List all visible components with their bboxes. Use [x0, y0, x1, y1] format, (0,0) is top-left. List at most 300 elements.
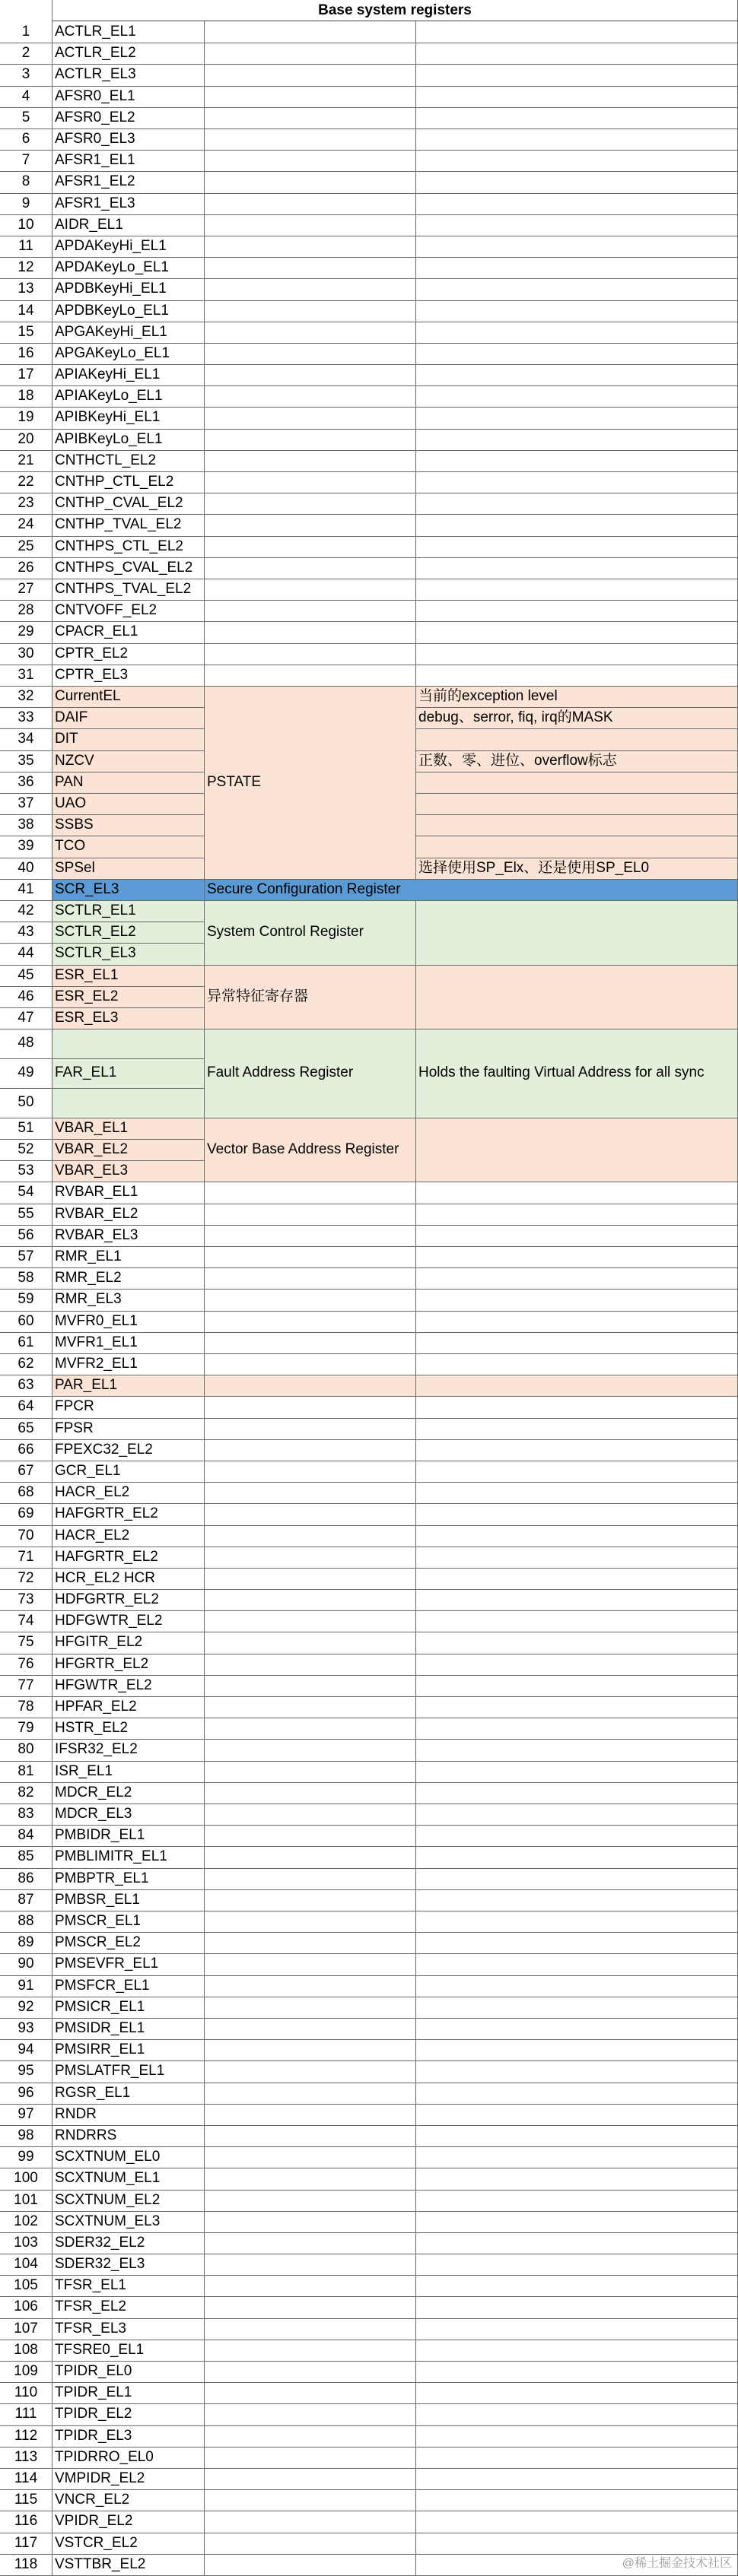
register-name: ACTLR_EL1: [55, 24, 136, 40]
row-number: 38: [17, 817, 34, 833]
row-number: 69: [17, 1505, 34, 1522]
register-name: HFGITR_EL2: [55, 1634, 143, 1651]
row-divider: [415, 793, 738, 794]
register-name: FPCR: [55, 1398, 94, 1415]
row-number: 19: [17, 409, 34, 426]
row-divider: [204, 2403, 738, 2404]
row-divider: [204, 536, 738, 537]
register-description: debug、serror, fiq, irq的MASK: [418, 709, 613, 726]
register-name: TFSR_EL2: [55, 2298, 126, 2315]
row-number: 52: [17, 1141, 34, 1158]
register-name: APGAKeyLo_EL1: [55, 344, 170, 361]
row-number: 36: [17, 773, 34, 790]
row-divider: [204, 107, 738, 108]
row-divider: [204, 1589, 738, 1590]
table-title: Base system registers: [52, 0, 738, 21]
row-divider: [204, 1396, 738, 1397]
row-number: 5: [21, 109, 30, 125]
group-label: PSTATE: [207, 774, 262, 790]
row-number: 86: [17, 1870, 34, 1886]
row-divider: [204, 471, 738, 472]
register-name: PMBPTR_EL1: [55, 1870, 149, 1886]
register-name: PMSCR_EL1: [55, 1912, 141, 1929]
row-number: 70: [17, 1527, 34, 1543]
row-number: 81: [17, 1762, 34, 1779]
row-number: 84: [17, 1827, 34, 1844]
register-name: ISR_EL1: [55, 1762, 113, 1779]
register-name: APDBKeyLo_EL1: [55, 302, 169, 319]
register-name: CNTHP_TVAL_EL2: [55, 516, 182, 533]
register-name: APIAKeyLo_EL1: [55, 388, 163, 404]
row-number: 11: [18, 237, 33, 254]
register-name: CPTR_EL3: [55, 666, 129, 683]
row-number: 13: [17, 281, 34, 297]
row-number: 60: [17, 1312, 34, 1329]
row-divider: [204, 300, 738, 301]
row-divider: [204, 2318, 738, 2319]
register-name: CNTHP_CVAL_EL2: [55, 495, 183, 512]
row-number: 62: [17, 1355, 34, 1372]
register-name: TPIDR_EL0: [55, 2363, 132, 2380]
row-number: 28: [17, 602, 34, 619]
row-number: 1: [21, 24, 30, 40]
register-name: SCXTNUM_EL1: [55, 2170, 161, 2187]
row-number: 117: [14, 2534, 38, 2551]
cell-fill: [204, 1375, 738, 1396]
row-number: 50: [17, 1093, 34, 1110]
row-divider: [204, 621, 738, 622]
cell-fill: [52, 1088, 204, 1118]
register-name: ESR_EL1: [55, 966, 119, 983]
row-divider: [204, 1610, 738, 1611]
column-divider: [204, 21, 205, 2575]
register-name: RNDR: [55, 2105, 97, 2122]
group-description: Holds the faulting Virtual Address for all sync: [418, 1064, 705, 1081]
row-number: 106: [14, 2298, 38, 2315]
row-number: 45: [17, 966, 34, 983]
row-divider: [204, 2382, 738, 2383]
register-name: APDBKeyHi_EL1: [55, 281, 167, 297]
register-name: SCTLR_EL3: [55, 945, 136, 962]
row-number: 56: [17, 1226, 34, 1243]
row-divider: [204, 2125, 738, 2126]
row-divider: [204, 1675, 738, 1676]
row-number: 31: [17, 666, 34, 683]
row-divider: [204, 1289, 738, 1290]
row-divider: [204, 1503, 738, 1504]
row-divider: [204, 1332, 738, 1333]
register-name: FAR_EL1: [55, 1064, 117, 1080]
row-divider: [204, 171, 738, 172]
register-name: AFSR0_EL3: [55, 130, 135, 147]
register-name: RVBAR_EL3: [55, 1226, 138, 1243]
register-name: ACTLR_EL3: [55, 66, 136, 83]
register-name: HFGRTR_EL2: [55, 1655, 149, 1672]
register-name: HACR_EL2: [55, 1484, 130, 1501]
row-number: 30: [17, 645, 34, 661]
row-divider: [204, 1525, 738, 1526]
row-number: 15: [17, 323, 34, 340]
row-divider: [204, 364, 738, 365]
row-divider: [204, 1889, 738, 1890]
register-name: HDFGWTR_EL2: [55, 1613, 163, 1629]
row-divider: [204, 343, 738, 344]
register-name: CNTHP_CTL_EL2: [55, 474, 174, 490]
row-divider: [204, 407, 738, 408]
row-number: 3: [21, 66, 30, 83]
row-number: 61: [17, 1334, 34, 1350]
column-divider: [415, 21, 416, 2575]
register-name: SPSel: [55, 859, 95, 876]
register-name: FPEXC32_EL2: [55, 1441, 153, 1458]
row-number: 21: [17, 452, 34, 468]
row-divider: [204, 1246, 738, 1247]
row-number: 39: [17, 838, 34, 855]
row-divider: [204, 2425, 738, 2426]
register-name: FPSR: [55, 1420, 94, 1436]
row-divider: [204, 86, 738, 87]
row-number: 115: [14, 2492, 38, 2508]
register-name: VSTCR_EL2: [55, 2534, 138, 2551]
row-number: 77: [17, 1677, 34, 1693]
row-number: 71: [17, 1548, 34, 1565]
register-name: ESR_EL2: [55, 988, 119, 1004]
register-name: RMR_EL1: [55, 1248, 122, 1264]
register-description: 选择使用SP_Elx、还是使用SP_EL0: [418, 859, 650, 876]
register-name: PMSICR_EL1: [55, 1998, 145, 2015]
group-label: Vector Base Address Register: [207, 1140, 399, 1157]
register-name: PMSEVFR_EL1: [55, 1956, 159, 1972]
row-divider: [204, 1439, 738, 1440]
row-number: 6: [21, 130, 30, 147]
row-number: 46: [17, 988, 34, 1004]
row-divider: [204, 278, 738, 279]
row-divider: [204, 1225, 738, 1226]
register-name: PAR_EL1: [55, 1377, 118, 1394]
row-number: 88: [17, 1912, 34, 1929]
row-divider: [204, 2361, 738, 2362]
register-name: TPIDRRO_EL0: [55, 2448, 154, 2465]
row-number: 100: [14, 2170, 38, 2187]
row-divider: [204, 514, 738, 515]
row-number: 24: [17, 516, 34, 533]
row-divider: [204, 1418, 738, 1419]
row-divider: [204, 2104, 738, 2105]
register-name: CurrentEL: [55, 688, 121, 704]
row-number: 80: [17, 1741, 34, 1758]
row-number: 102: [14, 2213, 38, 2229]
register-name: SCXTNUM_EL0: [55, 2149, 161, 2165]
register-name: PMSCR_EL2: [55, 1934, 141, 1951]
row-number: 22: [17, 474, 34, 490]
register-name: NZCV: [55, 752, 94, 769]
register-name: IFSR32_EL2: [55, 1741, 138, 1758]
register-name: AFSR1_EL1: [55, 152, 135, 169]
register-name: TFSR_EL1: [55, 2277, 126, 2294]
register-name: APIAKeyHi_EL1: [55, 366, 161, 383]
register-name: APIBKeyHi_EL1: [55, 409, 161, 426]
row-number: 37: [17, 795, 34, 811]
row-number: 2: [21, 45, 30, 62]
row-number: 111: [14, 2406, 37, 2422]
row-number: 89: [17, 1934, 34, 1951]
watermark: @稀土掘金技术社区: [622, 2557, 732, 2570]
register-name: PMBIDR_EL1: [55, 1827, 145, 1844]
row-number: 94: [17, 2041, 34, 2058]
row-number: 105: [14, 2277, 38, 2294]
register-name: VSTTBR_EL2: [55, 2555, 146, 2572]
register-name: CPACR_EL1: [55, 623, 138, 640]
row-number: 92: [17, 1998, 34, 2015]
row-number: 27: [17, 581, 34, 598]
register-name: SCR_EL3: [55, 880, 119, 897]
row-number: 65: [17, 1420, 34, 1436]
row-divider: [204, 1953, 738, 1954]
row-divider: [204, 450, 738, 451]
register-name: RNDRRS: [55, 2127, 117, 2143]
row-divider: [204, 2232, 738, 2233]
row-number: 43: [17, 924, 34, 941]
row-divider: [204, 429, 738, 430]
row-number: 95: [17, 2063, 34, 2080]
row-number: 12: [17, 259, 34, 276]
register-name: VBAR_EL2: [55, 1141, 129, 1158]
register-name: PMBLIMITR_EL1: [55, 1848, 167, 1865]
register-name: MVFR0_EL1: [55, 1312, 138, 1329]
row-divider: [415, 728, 738, 729]
row-number: 83: [17, 1806, 34, 1823]
register-name: VNCR_EL2: [55, 2492, 130, 2508]
register-name: HFGWTR_EL2: [55, 1677, 152, 1693]
register-name: SCXTNUM_EL2: [55, 2191, 161, 2208]
row-number: 54: [17, 1184, 34, 1201]
row-number: 41: [17, 880, 34, 897]
row-divider: [204, 1353, 738, 1354]
register-name: PMBSR_EL1: [55, 1891, 140, 1908]
register-name: MVFR1_EL1: [55, 1334, 138, 1350]
row-number: 35: [17, 752, 34, 769]
row-divider: [204, 1311, 738, 1312]
row-number: 114: [14, 2470, 38, 2487]
row-number: 118: [14, 2555, 38, 2572]
register-name: CNTHPS_CTL_EL2: [55, 538, 183, 554]
row-divider: [204, 193, 738, 194]
register-name: AFSR1_EL2: [55, 173, 135, 190]
register-name: SDER32_EL3: [55, 2256, 145, 2273]
row-divider: [204, 150, 738, 151]
row-divider: [204, 1868, 738, 1869]
row-number: 34: [17, 731, 34, 747]
register-name: TCO: [55, 838, 86, 855]
row-number: 55: [17, 1205, 34, 1222]
row-divider: [204, 214, 738, 215]
row-number: 33: [17, 709, 34, 726]
row-divider: [204, 1482, 738, 1483]
row-divider: [204, 600, 738, 601]
row-number: 49: [17, 1064, 34, 1080]
register-name: RVBAR_EL2: [55, 1205, 138, 1222]
row-number: 72: [17, 1569, 34, 1586]
register-name: CNTHCTL_EL2: [55, 452, 157, 468]
row-number: 91: [17, 1977, 34, 1994]
register-name: APDAKeyHi_EL1: [55, 237, 167, 254]
register-name: ACTLR_EL2: [55, 45, 136, 62]
row-divider: [204, 1846, 738, 1847]
row-number: 79: [17, 1720, 34, 1737]
register-name: SDER32_EL2: [55, 2234, 145, 2251]
register-name: PAN: [55, 773, 84, 790]
register-description: 当前的exception level: [418, 688, 558, 704]
register-name: ESR_EL3: [55, 1009, 119, 1026]
row-divider: [204, 1739, 738, 1740]
register-name: PMSLATFR_EL1: [55, 2063, 165, 2080]
group-label: 异常特征寄存器: [207, 988, 309, 1004]
register-name: HSTR_EL2: [55, 1720, 129, 1737]
row-number: 82: [17, 1784, 34, 1800]
row-number: 51: [17, 1119, 34, 1136]
register-name: HAFGRTR_EL2: [55, 1505, 158, 1522]
row-number: 113: [14, 2448, 38, 2465]
register-name: TPIDR_EL3: [55, 2427, 132, 2444]
register-name: PMSFCR_EL1: [55, 1977, 150, 1994]
row-number: 97: [17, 2105, 34, 2122]
register-name: RMR_EL2: [55, 1270, 122, 1286]
row-number: 68: [17, 1484, 34, 1501]
row-divider: [415, 814, 738, 815]
register-description: 正数、零、进位、overflow标志: [418, 752, 617, 769]
row-number: 4: [21, 87, 30, 104]
register-name: HPFAR_EL2: [55, 1699, 137, 1715]
row-divider: [204, 2211, 738, 2212]
row-number: 32: [17, 688, 34, 704]
cell-fill: [52, 1029, 204, 1058]
register-name: AFSR1_EL3: [55, 195, 135, 211]
row-divider: [204, 1975, 738, 1976]
row-divider: [204, 2060, 738, 2061]
register-name: MDCR_EL3: [55, 1806, 132, 1823]
row-divider: [204, 2190, 738, 2191]
row-number: 20: [17, 430, 34, 447]
register-name: AIDR_EL1: [55, 216, 123, 233]
row-number: 9: [21, 195, 30, 211]
row-number: 7: [21, 152, 30, 169]
register-name: TPIDR_EL2: [55, 2406, 132, 2422]
register-name: RGSR_EL1: [55, 2084, 131, 2101]
row-number: 16: [17, 344, 34, 361]
row-divider: [204, 2296, 738, 2297]
register-name: TPIDR_EL1: [55, 2384, 132, 2401]
row-number: 112: [14, 2427, 38, 2444]
row-number: 103: [14, 2234, 38, 2251]
row-number: 66: [17, 1441, 34, 1458]
register-name: APDAKeyLo_EL1: [55, 259, 169, 276]
row-number: 96: [17, 2084, 34, 2101]
register-name: CNTVOFF_EL2: [55, 602, 157, 619]
row-divider: [204, 1761, 738, 1762]
row-number: 57: [17, 1248, 34, 1264]
register-name: AFSR0_EL2: [55, 109, 135, 125]
row-divider: [204, 1782, 738, 1783]
row-divider: [204, 2039, 738, 2040]
row-number: 29: [17, 623, 34, 640]
row-number: 101: [14, 2191, 38, 2208]
register-name: RVBAR_EL1: [55, 1184, 138, 1201]
row-divider: [204, 385, 738, 386]
row-number: 78: [17, 1699, 34, 1715]
row-number: 25: [17, 538, 34, 554]
register-name: CNTHPS_CVAL_EL2: [55, 559, 193, 576]
row-number: 44: [17, 945, 34, 962]
group-label: Secure Configuration Register: [207, 880, 401, 897]
register-name: UAO: [55, 795, 87, 811]
register-name: DAIF: [55, 709, 88, 726]
row-divider: [204, 64, 738, 65]
row-number: 14: [17, 302, 34, 319]
row-divider: [204, 2275, 738, 2276]
register-name: VBAR_EL3: [55, 1163, 129, 1179]
register-name: SCTLR_EL1: [55, 902, 136, 918]
row-number: 85: [17, 1848, 34, 1865]
row-number: 17: [17, 366, 34, 383]
row-number: 74: [17, 1613, 34, 1629]
row-number: 18: [17, 388, 34, 404]
row-divider: [204, 2447, 738, 2448]
row-number: 108: [14, 2341, 38, 2358]
group-fill: [415, 880, 417, 900]
register-name: GCR_EL1: [55, 1462, 121, 1479]
register-name: MDCR_EL2: [55, 1784, 132, 1800]
row-number: 64: [17, 1398, 34, 1415]
row-number: 26: [17, 559, 34, 576]
row-number: 107: [14, 2320, 38, 2336]
row-number: 67: [17, 1462, 34, 1479]
row-divider: [204, 2018, 738, 2019]
row-number: 48: [17, 1035, 34, 1052]
row-number: 8: [21, 173, 30, 190]
row-number: 58: [17, 1270, 34, 1286]
row-number: 90: [17, 1956, 34, 1972]
row-divider: [204, 643, 738, 644]
row-divider: [204, 257, 738, 258]
register-name: AFSR0_EL1: [55, 87, 135, 104]
register-name: APGAKeyHi_EL1: [55, 323, 167, 340]
row-number: 10: [17, 216, 34, 233]
row-number: 47: [17, 1009, 34, 1026]
row-number: 53: [17, 1163, 34, 1179]
row-divider: [204, 128, 738, 129]
register-name: DIT: [55, 731, 78, 747]
row-number: 76: [17, 1655, 34, 1672]
row-number: 42: [17, 902, 34, 918]
row-number: 110: [14, 2384, 38, 2401]
register-name: SCTLR_EL2: [55, 924, 136, 941]
row-divider: [204, 1825, 738, 1826]
row-divider: [204, 1696, 738, 1697]
row-divider: [204, 1568, 738, 1569]
row-number: 40: [17, 859, 34, 876]
row-number: 23: [17, 495, 34, 512]
register-name: PMSIDR_EL1: [55, 2019, 145, 2036]
register-name: PMSIRR_EL1: [55, 2041, 145, 2058]
row-divider: [204, 2146, 738, 2147]
register-name: CPTR_EL2: [55, 645, 129, 661]
row-number: 73: [17, 1591, 34, 1608]
register-name: MVFR2_EL1: [55, 1355, 138, 1372]
register-name: HDFGRTR_EL2: [55, 1591, 159, 1608]
register-name: VPIDR_EL2: [55, 2513, 133, 2530]
row-number: 109: [14, 2363, 38, 2380]
register-name: TFSRE0_EL1: [55, 2341, 145, 2358]
